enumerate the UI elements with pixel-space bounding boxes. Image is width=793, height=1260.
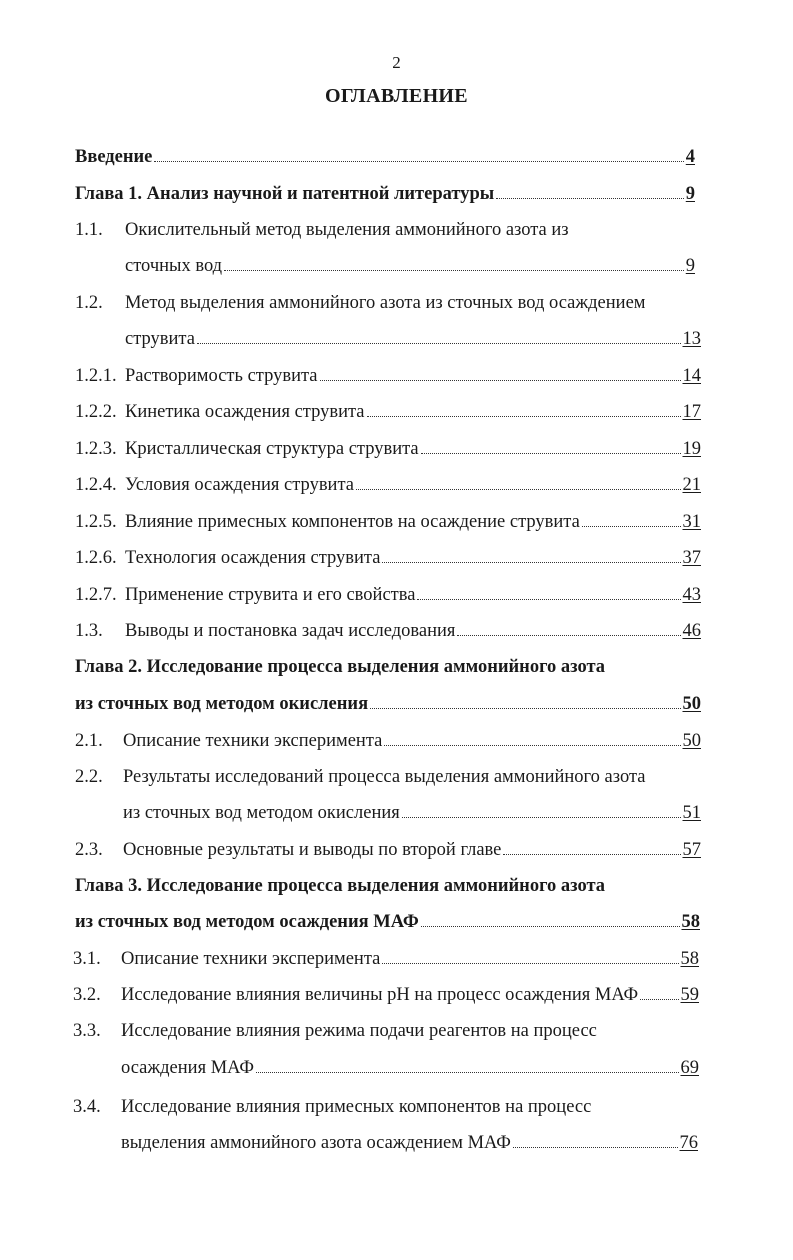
toc-entry-page: 9 [685,256,695,276]
toc-entry-text: струвита [125,329,195,349]
toc-entry-text: Метод выделения аммонийного азота из сточных вод осаждением [125,293,646,313]
toc-entry-number: 1.2.3. [75,439,117,459]
toc-entry-chapter-3 [75,871,701,901]
toc-entry-2-2 [123,762,701,792]
toc-entry-text: выделения аммонийного азота осаждением МАФ [121,1133,511,1153]
leader-dots [224,269,684,271]
toc-entry-number: 1.2.2. [75,402,117,422]
toc-entry-number: 3.3. [73,1021,101,1041]
toc-entry-3-2 [121,980,699,1010]
leader-dots [320,379,681,381]
toc-entry-page: 46 [682,621,701,641]
toc-entry-number: 2.3. [75,840,103,860]
toc-entry-chapter-2 [75,652,701,682]
leader-dots [154,160,683,162]
toc-entry-number: 1.2.7. [75,585,117,605]
toc-entry-1-2-3 [125,434,701,464]
toc-entry-text: Введение [75,147,153,167]
toc-entry-page: 58 [681,912,700,932]
toc-entry-2-3 [123,835,701,865]
toc-entry-number: 3.2. [73,985,101,1005]
toc-entry-text: Исследование влияния режима подачи реагентов на процесс [121,1021,597,1041]
toc-entry-1-2-6 [125,543,701,573]
toc-entry-1-1-cont [125,251,695,281]
toc-entry-text: Основные результаты и выводы по второй главе [123,840,502,860]
toc-entry-page: 50 [682,731,701,751]
leader-dots [513,1146,678,1148]
toc-entry-page: 4 [685,147,695,167]
leader-dots [382,962,678,964]
toc-entry-3-1 [121,944,699,974]
toc-entry-number: 1.3. [75,621,103,641]
leader-dots [367,415,681,417]
toc-entry-number: 2.1. [75,731,103,751]
leader-dots [582,525,681,527]
toc-entry-text: Окислительный метод выделения аммонийного азота из [125,220,569,240]
toc-entry-1-2-7 [125,580,701,610]
toc-entry-2-2-cont [123,798,701,828]
toc-entry-text: Описание техники эксперимента [123,731,383,751]
toc-entry-1-1 [125,215,695,245]
toc-entry-page: 58 [680,949,699,969]
toc-entry-text: Глава 3. Исследование процесса выделения аммонийного азота [75,876,606,896]
leader-dots [496,197,684,199]
toc-entry-page: 21 [682,475,701,495]
toc-entry-number: 2.2. [75,767,103,787]
toc-entry-chapter-1 [75,179,695,209]
toc-entry-text: сточных вод [125,256,223,276]
toc-entry-text: Кинетика осаждения струвита [125,402,365,422]
leader-dots [382,561,680,563]
toc-entry-3-3-cont [121,1053,699,1083]
toc-entry-1-3 [125,616,701,646]
toc-entry-page: 69 [680,1058,699,1078]
toc-entry-page: 14 [682,366,701,386]
toc-entry-3-4 [121,1092,699,1122]
toc-entry-number: 1.1. [75,220,103,240]
leader-dots [197,342,681,344]
toc-entry-2-1 [123,726,701,756]
toc-entry-chapter-2-cont [75,689,701,719]
leader-dots [384,744,680,746]
toc-entry-number: 1.2.6. [75,548,117,568]
leader-dots [417,598,680,600]
toc-entry-text: Выводы и постановка задач исследования [125,621,456,641]
leader-dots [457,634,680,636]
toc-entry-text: Применение струвита и его свойства [125,585,416,605]
toc-entry-number: 3.4. [73,1097,101,1117]
toc-entry-1-2-cont [125,324,701,354]
page-number: 2 [392,53,401,72]
toc-entry-text: Влияние примесных компонентов на осаждение струвита [125,512,580,532]
toc-entry-text: из сточных вод методом окисления [75,694,369,714]
toc-entry-text: Результаты исследований процесса выделения аммонийного азота [123,767,646,787]
leader-dots [503,853,680,855]
toc-entry-text: Технология осаждения струвита [125,548,381,568]
toc-entry-text: Описание техники эксперимента [121,949,381,969]
toc-entry-text: Исследование влияния примесных компонентов на процесс [121,1097,592,1117]
toc-entry-text: из сточных вод методом осаждения МАФ [75,912,419,932]
toc-entry-number: 1.2.1. [75,366,117,386]
toc-entry-page: 17 [682,402,701,422]
toc-entry-page: 37 [682,548,701,568]
toc-entry-introduction [75,142,695,172]
toc-entry-text: Исследование влияния величины рН на процесс осаждения МАФ [121,985,639,1005]
toc-entry-text: Глава 2. Исследование процесса выделения аммонийного азота [75,657,606,677]
toc-entry-text: из сточных вод методом окисления [123,803,400,823]
toc-entry-text: Кристаллическая структура струвита [125,439,419,459]
toc-entry-1-2 [125,288,700,318]
toc-entry-number: 1.2.4. [75,475,117,495]
toc-entry-chapter-3-cont [75,907,700,937]
toc-entry-page: 51 [682,803,701,823]
toc-entry-page: 19 [682,439,701,459]
leader-dots [402,816,681,818]
toc-entry-page: 13 [682,329,701,349]
toc-entry-text: Условия осаждения струвита [125,475,354,495]
leader-dots [370,707,680,709]
toc-entry-number: 3.1. [73,949,101,969]
toc-title: ОГЛАВЛЕНИЕ [325,85,468,107]
toc-entry-number: 1.2.5. [75,512,117,532]
toc-entry-page: 9 [685,184,695,204]
toc-entry-text: Глава 1. Анализ научной и патентной литературы [75,184,495,204]
leader-dots [421,452,681,454]
toc-entry-1-2-2 [125,397,701,427]
toc-entry-3-3 [121,1016,699,1046]
leader-dots [256,1071,679,1073]
toc-entry-page: 50 [682,694,701,714]
leader-dots [640,998,678,1000]
leader-dots [356,488,681,490]
toc-entry-page: 31 [682,512,701,532]
toc-entry-number: 1.2. [75,293,103,313]
toc-entry-1-2-5 [125,507,701,537]
toc-entry-page: 57 [682,840,701,860]
toc-entry-3-4-cont [121,1128,698,1158]
toc-entry-page: 76 [679,1133,698,1153]
toc-entry-text: Растворимость струвита [125,366,318,386]
toc-entry-text: осаждения МАФ [121,1058,254,1078]
toc-entry-1-2-4 [125,470,701,500]
toc-entry-1-2-1 [125,361,701,391]
toc-entry-page: 43 [682,585,701,605]
toc-entry-page: 59 [680,985,699,1005]
leader-dots [421,925,680,927]
